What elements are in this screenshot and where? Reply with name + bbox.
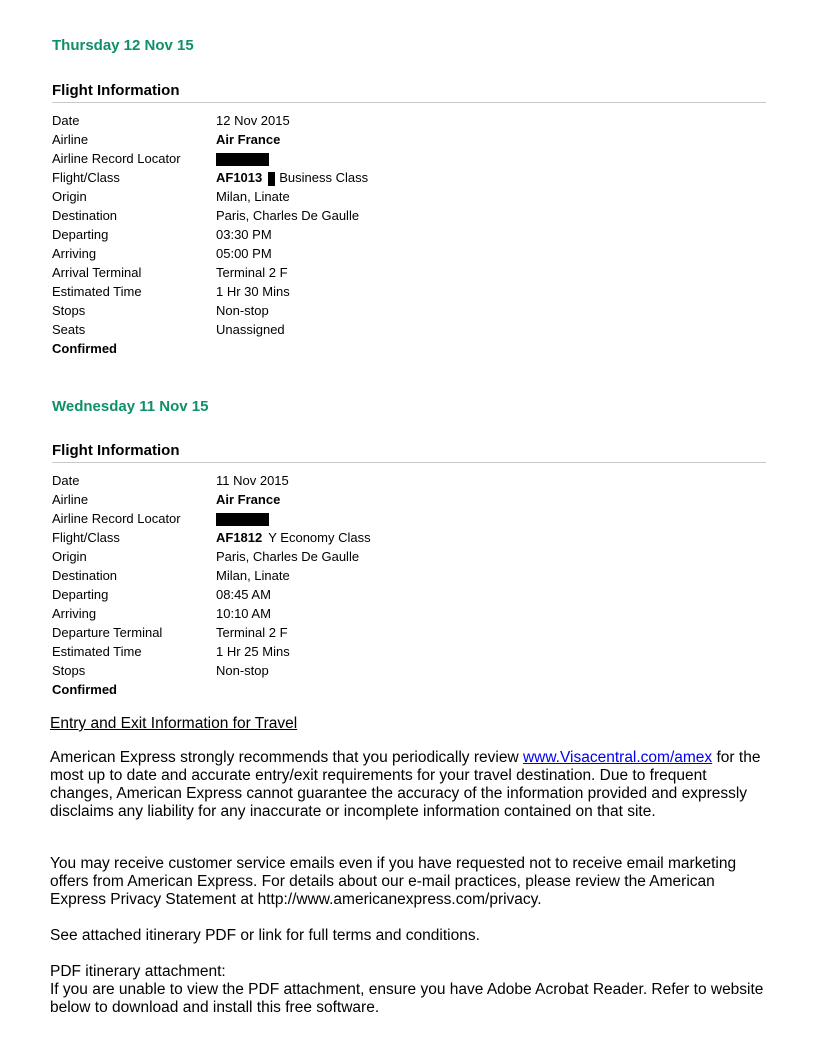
status-confirmed: Confirmed	[52, 341, 117, 356]
row-label: Arriving	[52, 606, 97, 621]
table-row	[52, 111, 752, 130]
row-label: Airline Record Locator	[52, 511, 181, 526]
table-row	[52, 585, 752, 604]
table-row	[52, 661, 752, 680]
row-value: Milan, Linate	[216, 568, 290, 583]
row-label: Arriving	[52, 246, 97, 261]
airline-value: Air France	[216, 132, 281, 147]
table-row	[52, 187, 752, 206]
row-value: Non-stop	[216, 663, 269, 678]
para-text: American Express strongly recommends that you periodically review	[50, 749, 523, 766]
record-locator-value	[216, 149, 752, 168]
para-text: for the most up to date and accurate entry/exit requirements for your travel destination. Due to frequent changes, American Express cannot guarantee the accuracy of the information provided and expressly disclaims any liability for any inaccurate or incomplete information contained on that site.	[50, 749, 761, 820]
table-row	[52, 642, 752, 661]
table-row	[52, 130, 752, 149]
row-value: Unassigned	[216, 322, 285, 337]
row-label: Date	[52, 473, 80, 488]
table-row	[52, 301, 752, 320]
table-row	[52, 528, 752, 547]
row-value: 11 Nov 2015	[216, 473, 289, 488]
table-row	[52, 680, 752, 699]
row-value: 10:10 AM	[216, 606, 271, 621]
row-value: 05:00 PM	[216, 246, 272, 261]
entry-exit-heading[interactable]: Entry and Exit Information for Travel	[50, 715, 298, 732]
day-heading: Wednesday 11 Nov 15	[52, 398, 209, 415]
email-notice: You may receive customer service emails even if you have requested not to receive email marketing offers from American Express. For details about our e-mail practices, please review the American Express Privacy Statement at http://www.americanexpress.com/privacy.	[50, 855, 737, 908]
row-value: 03:30 PM	[216, 227, 272, 242]
row-value: Terminal 2 F	[216, 265, 288, 280]
table-row	[52, 282, 752, 301]
table-row	[52, 471, 752, 490]
status-confirmed: Confirmed	[52, 682, 117, 697]
redacted-block	[216, 153, 269, 166]
row-value: Milan, Linate	[216, 189, 290, 204]
row-value: Paris, Charles De Gaulle	[216, 549, 360, 564]
flight-class-value	[216, 168, 752, 187]
row-label: Stops	[52, 303, 86, 318]
entry-exit-paragraph	[50, 749, 770, 821]
table-row	[52, 263, 752, 282]
table-row	[52, 225, 752, 244]
visacentral-link[interactable]: www.Visacentral.com/amex	[522, 749, 713, 766]
table-row	[52, 149, 752, 168]
row-value: 12 Nov 2015	[216, 113, 290, 128]
row-label: Date	[52, 113, 80, 128]
row-value: Terminal 2 F	[216, 625, 288, 640]
row-label: Seats	[52, 322, 86, 337]
row-label: Destination	[52, 568, 118, 583]
row-value: 1 Hr 25 Mins	[216, 644, 290, 659]
table-row	[52, 244, 752, 263]
class-value: Y Economy Class	[268, 530, 371, 545]
row-label: Departing	[52, 227, 109, 242]
row-value: Paris, Charles De Gaulle	[216, 208, 360, 223]
redacted-block	[268, 172, 275, 186]
table-row	[52, 623, 752, 642]
row-label: Estimated Time	[52, 644, 142, 659]
table-row	[52, 339, 752, 358]
table-row	[52, 509, 752, 528]
row-label: Airline Record Locator	[52, 151, 181, 166]
section-title: Flight Information	[52, 82, 766, 103]
table-row	[52, 604, 752, 623]
row-label: Airline	[52, 492, 89, 507]
row-label: Origin	[52, 189, 87, 204]
row-label: Flight/Class	[52, 170, 120, 185]
flight-code: AF1013	[216, 170, 263, 185]
table-row	[52, 566, 752, 585]
row-value: 1 Hr 30 Mins	[216, 284, 290, 299]
pdf-heading: PDF itinerary attachment:	[50, 963, 226, 980]
row-label: Flight/Class	[52, 530, 120, 545]
flight-code: AF1812	[216, 530, 263, 545]
row-value: Non-stop	[216, 303, 269, 318]
row-label: Stops	[52, 663, 86, 678]
terms-notice: See attached itinerary PDF or link for full terms and conditions.	[50, 927, 480, 944]
table-row	[52, 490, 752, 509]
section-title: Flight Information	[52, 442, 766, 463]
flight-class-value	[216, 528, 752, 547]
airline-value: Air France	[216, 492, 281, 507]
flight-info-table	[52, 111, 752, 358]
row-label: Airline	[52, 132, 89, 147]
row-value: 08:45 AM	[216, 587, 271, 602]
row-label: Origin	[52, 549, 87, 564]
flight-info-table	[52, 471, 752, 699]
table-row	[52, 547, 752, 566]
table-row	[52, 320, 752, 339]
class-value: Business Class	[279, 170, 369, 185]
row-label: Estimated Time	[52, 284, 142, 299]
redacted-block	[216, 513, 269, 526]
row-label: Departure Terminal	[52, 625, 163, 640]
table-row	[52, 206, 752, 225]
row-label: Arrival Terminal	[52, 265, 142, 280]
table-row	[52, 168, 752, 187]
row-label: Departing	[52, 587, 109, 602]
day-heading: Thursday 12 Nov 15	[52, 37, 194, 54]
row-label: Destination	[52, 208, 118, 223]
record-locator-value	[216, 509, 752, 528]
pdf-notice: If you are unable to view the PDF attachment, ensure you have Adobe Acrobat Reader. Refer to website below to download and install this free software.	[50, 981, 764, 1016]
